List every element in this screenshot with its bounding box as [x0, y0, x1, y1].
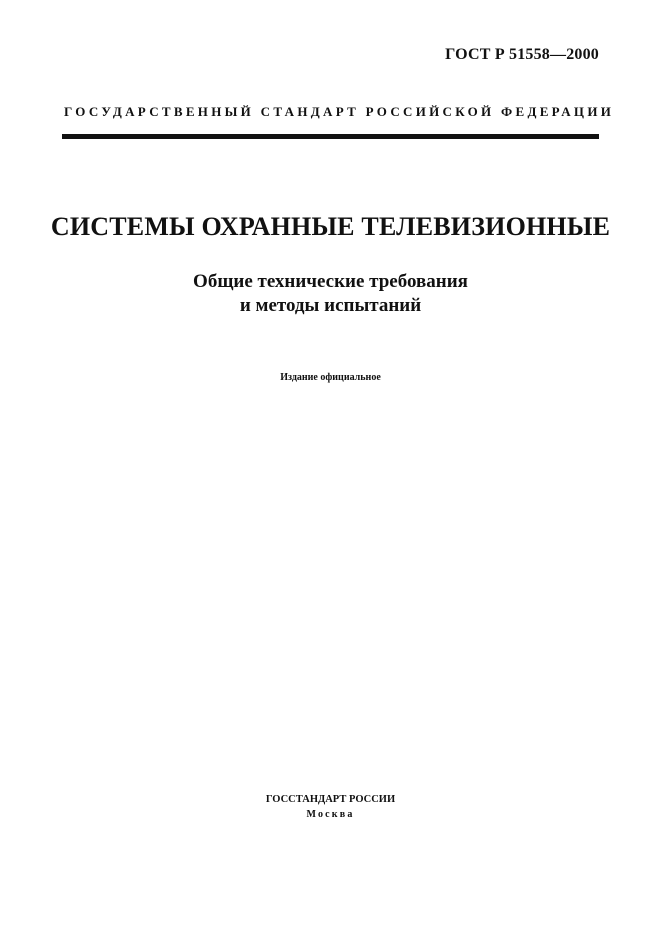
header-divider — [62, 134, 599, 139]
subtitle-line: и методы испытаний — [239, 295, 422, 316]
state-standard-heading: ГОСУДАРСТВЕННЫЙ СТАНДАРТ РОССИЙСКОЙ ФЕДЕРАЦИИ — [64, 104, 615, 119]
publication-city: Москва — [306, 809, 355, 820]
subtitle-line: Общие технические требования — [193, 271, 468, 292]
standard-code: ГОСТ Р 51558—2000 — [445, 46, 599, 63]
edition-label: Издание официальное — [280, 372, 381, 383]
document-title: СИСТЕМЫ ОХРАННЫЕ ТЕЛЕВИЗИОННЫЕ — [50, 212, 611, 241]
document-subtitle — [0, 270, 661, 318]
publisher-name: ГОССТАНДАРТ РОССИИ — [265, 794, 396, 805]
